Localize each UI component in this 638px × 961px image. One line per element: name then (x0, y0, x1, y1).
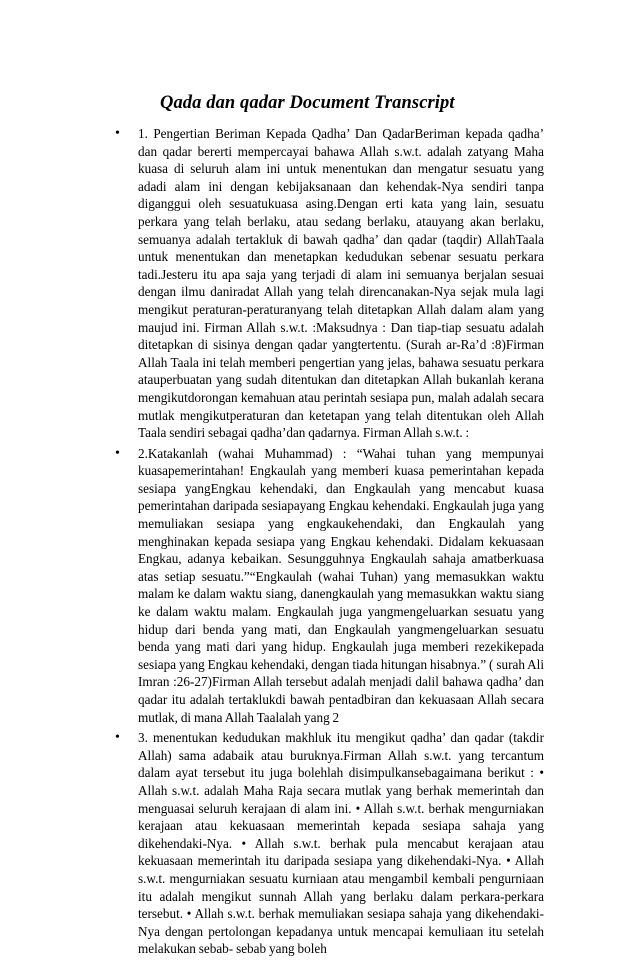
list-item (0, 729, 638, 958)
bullet-icon: • (115, 126, 120, 141)
paragraph-3: 3. menentukan kedudukan makhluk itu mengikut qadha’ dan qadar (takdir Allah) sama adabaik atau buruknya.Firman Allah s.w.t. yang tercantum dalam ayat tersebut itu juga bolehlah disimpulkansebagaimana berikut : • Allah s.w.t. adalah Maha Raja secara mutlak yang berhak memerintah dan menguasai seluruh kerajaan di alam ini. • Allah s.w.t. berhak mengurniakan kerajaan atau kekuasaan memerintah kepada sesiapa sahaja yang dikehendaki-Nya. • Allah s.w.t. berhak pula mencabut kerajaan atau kekuasaan memerintah itu daripada sesiapa yang dikehendaki-Nya. • Allah s.w.t. mengurniakan sesuatu kurniaan atau mengambil kembali pengurniaan itu adalah mengikut sunnah Allah yang berlaku dalam perkara-perkara tersebut. • Allah s.w.t. berhak memuliakan sesiapa sahaja yang dikehendaki-Nya dengan pertolongan kepadanya untuk mencapai kemuliaan itu setelah melakukan sebab- sebab yang boleh (138, 730, 544, 957)
paragraph-1: 1. Pengertian Beriman Kepada Qadha’ Dan QadarBeriman kepada qadha’ dan qadar bererti mempercayai bahawa Allah s.w.t. adalah zatyang Maha kuasa di seluruh alam ini untuk menentukan dan mengatur sesuatu yang adadi alam ini dengan kebijaksanaan dan kehendak-Nya sendiri tanpa diganggui oleh sesuatukuasa asing.Dengan erti kata yang lain, sesuatu perkara yang telah berlaku, atau sedang berlaku, atauyang akan berlaku, semuanya adalah tertakluk di bawah qadha’ dan qadar (taqdir) AllahTaala untuk menentukan dan menetapkan kedudukan sebenar sesuatu perkara tadi.Jesteru itu apa saja yang terjadi di alam ini semuanya berjalan sesuai dengan ilmu daniradat Allah yang telah direncanakan-Nya sejak mula lagi mengikut peraturan-peraturanyang telah ditetapkan Allah dalam alam yang maujud ini. Firman Allah s.w.t. :Maksudnya : Dan tiap-tiap sesuatu adalah ditetapkan di sisinya dengan qadar yangtertentu. (Surah ar-Ra’d :8)Firman Allah Taala ini telah memberi pengertian yang jelas, bahawa sesuatu perkara atauperbuatan yang sudah ditentukan dan ditetapkan Allah bukanlah kerana mengikutdorongan kemahuan atau perintah sesiapa pun, malah adalah secara mutlak mengikutperaturan dan ketetapan yang telah ditentukan oleh Allah Taala sendiri sebagai qadha’dan qadarnya. Firman Allah s.w.t. : (138, 126, 544, 441)
bullet-icon: • (115, 730, 120, 746)
bullet-icon: • (115, 445, 120, 461)
paragraph-2: 2.Katakanlah (wahai Muhammad) : “Wahai tuhan yang mempunyai kuasapemerintahan! Engkaulah yang memberi kuasa pemerintahan kepada sesiapa yangEngkau kehendaki, dan Engkaulah yang mencabut kuasa pemerintahan daripada sesiapayang Engkau kehendaki. Engkaulah juga yang memuliakan sesiapa yang engkaukehendaki, dan Engkaulah yang menghinakan kepada sesiapa yang Engkau kehendaki. Didalam kekuasaan Engkau, adanya kebaikan. Sesungguhnya Engkaulah sahaja amatberkuasa atas setiap sesuatu.”“Engkaulah (wahai Tuhan) yang memasukkan waktu malam ke dalam waktu siang, danengkaulah yang memasukkan waktu siang ke dalam waktu malam. Engkaulah juga yangmengeluarkan sesuatu yang hidup dari benda yang mati, dan Engkaulah yangmengeluarkan sesuatu benda yang mati dari yang hidup. Engkaulah juga memberi rezekikepada sesiapa yang Engkau kehendaki, dengan tiada hitungan hisabnya.” ( surah Ali Imran :26-27)Firman Allah tersebut adalah menjadi dalil bahawa qadha’ dan qadar itu adalah tertaklukdi bawah pentadbiran dan kekuasaan Allah secara mutlak, di mana Allah Taalalah yang 2 (138, 445, 544, 725)
list-item (0, 125, 638, 442)
document-title: Qada dan qadar Document Transcript (160, 93, 455, 113)
transcript-list (0, 125, 638, 961)
list-item (0, 445, 638, 727)
